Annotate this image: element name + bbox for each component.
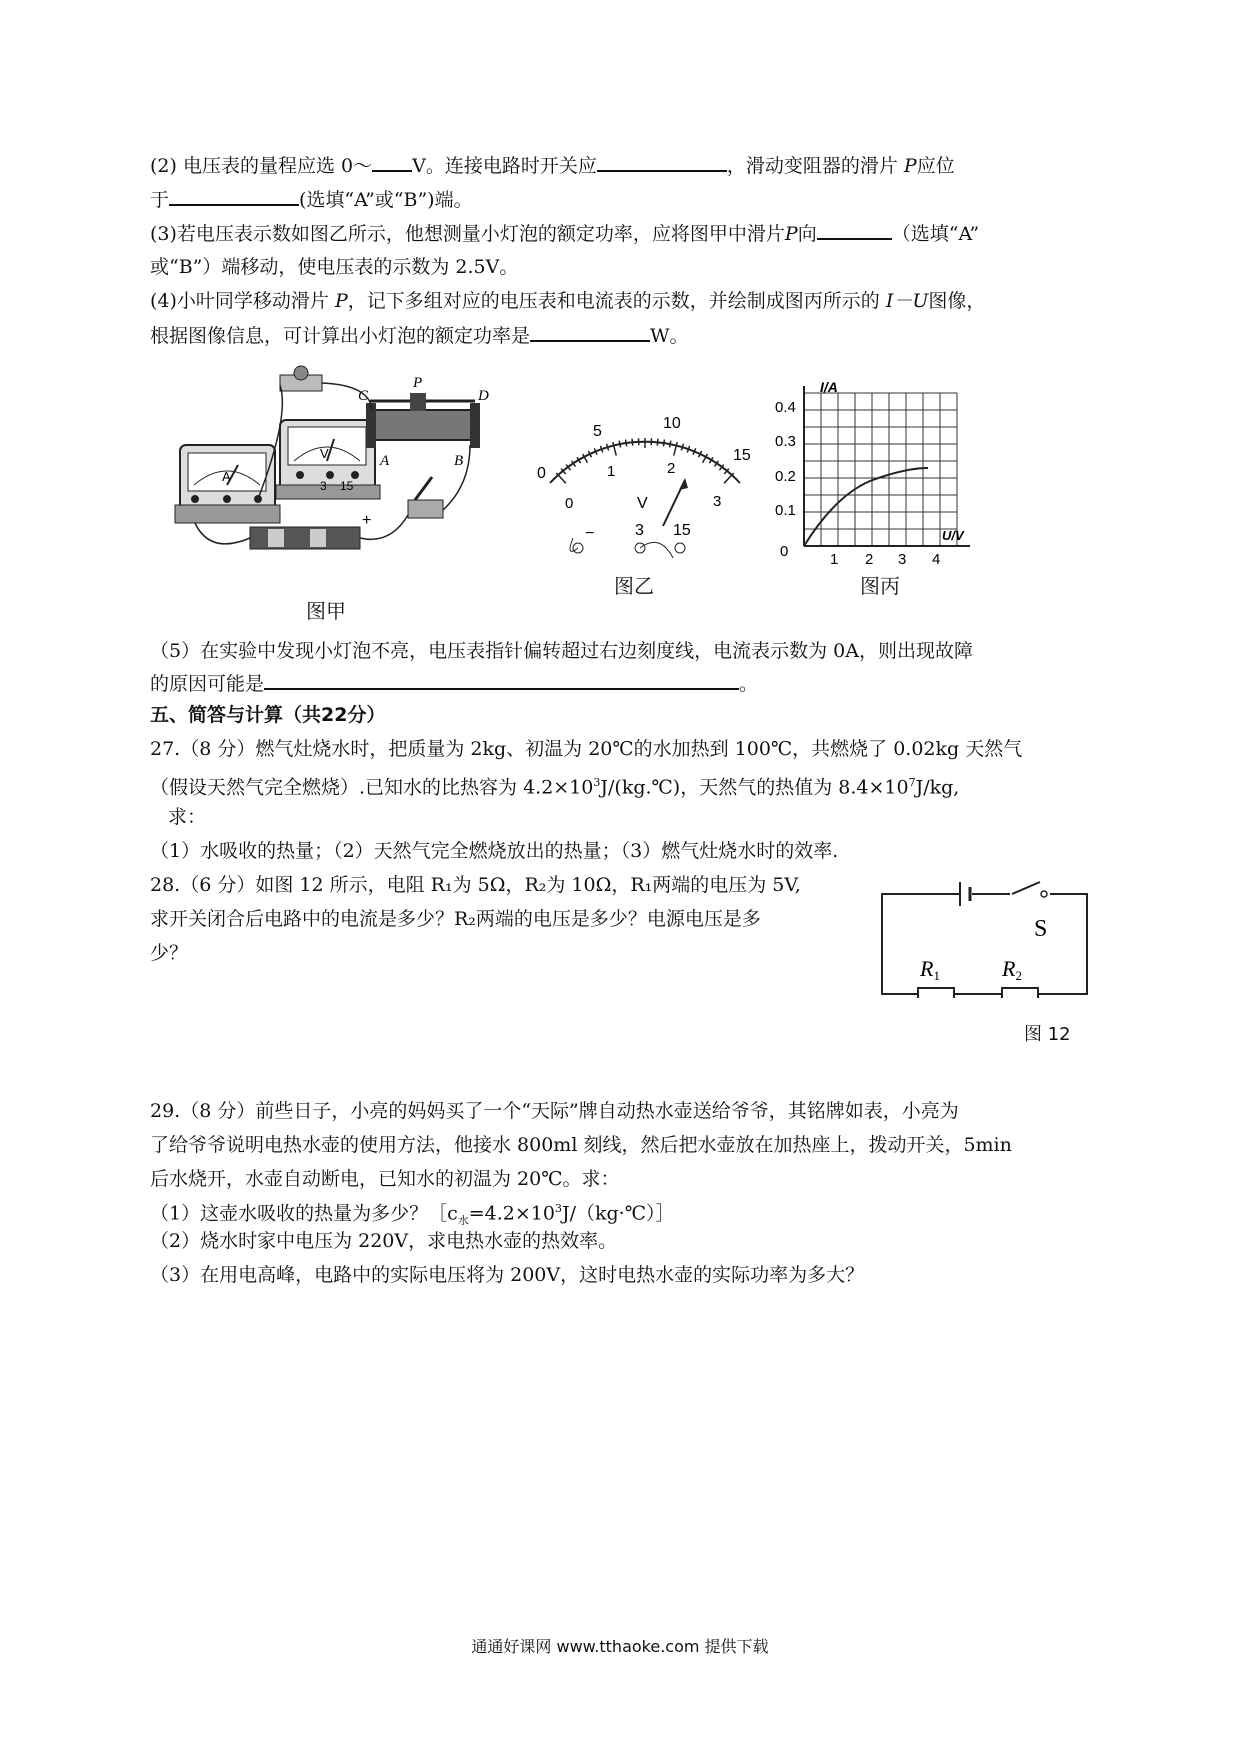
q26-part5-line1 bbox=[150, 638, 973, 664]
battery-plus-label: + bbox=[362, 512, 372, 529]
bing-ytick-0.2: 0.2 bbox=[775, 468, 796, 485]
voltmeter-tick bbox=[724, 473, 734, 483]
voltmeter-terminal-15: 15 bbox=[340, 479, 354, 493]
bing-ytick-0.3: 0.3 bbox=[775, 433, 796, 450]
voltmeter-tick bbox=[619, 441, 620, 448]
q26-p3-text-a: (3)若电压表示数如图乙所示，他想测量小灯泡的额定功率，应将图甲中滑片 bbox=[150, 223, 785, 245]
r1-label-r: R bbox=[920, 956, 934, 981]
q27-l2-b: J/(kg.℃)，天然气的热值为 8.4×10 bbox=[600, 776, 909, 799]
circuit-loop bbox=[882, 894, 1087, 994]
rheostat-label-p: P bbox=[413, 375, 423, 391]
rheostat-icon bbox=[366, 393, 480, 448]
switch-pivot bbox=[1041, 891, 1047, 897]
q26-part3-line2 bbox=[150, 254, 518, 280]
bing-xtick-2: 2 bbox=[865, 551, 874, 568]
q27-line1: 27.（8 分）燃气灶烧水时，把质量为 2kg、初温为 20℃的水加热到 100℃，共燃烧了 0.02kg 天然气 bbox=[150, 738, 1023, 760]
voltmeter-tick bbox=[607, 444, 609, 451]
q26-p3-text-d: （选填“A” bbox=[891, 223, 980, 245]
q26-p5-blank-reason[interactable] bbox=[264, 670, 739, 690]
q29-line6: （3）在用电高峰，电路中的实际电压将为 200V，这时电热水壶的实际功率为多大？ bbox=[150, 1264, 865, 1286]
figure-bing bbox=[770, 378, 980, 568]
q26-p4-italic-iu: I－U bbox=[885, 290, 929, 312]
bing-ytick-0.1: 0.1 bbox=[775, 502, 796, 519]
r2-label-r: R bbox=[1002, 956, 1016, 981]
yi-bottom-0: 0 bbox=[565, 495, 574, 512]
bing-xlabel: U/V bbox=[942, 528, 964, 543]
q27-l2-sup1: 3 bbox=[593, 776, 601, 789]
ammeter-label: A bbox=[222, 469, 231, 484]
q27-line2 bbox=[150, 770, 959, 800]
q26-p2-text-f: 于 bbox=[150, 189, 170, 211]
yi-term-15: 15 bbox=[673, 522, 691, 539]
voltmeter-tick bbox=[657, 439, 658, 446]
bing-xtick-1: 1 bbox=[830, 551, 839, 568]
page-footer: 通通好课网 www.tthaoke.com 提供下载 bbox=[471, 1637, 769, 1656]
q27-l2-a: （假设天然气完全燃烧）.已知水的比热容为 4.2×10 bbox=[150, 776, 594, 799]
q26-p2-blank-range[interactable] bbox=[372, 152, 412, 172]
figure-jia-caption: 图甲 bbox=[306, 599, 346, 623]
q27-line4: （1）水吸收的热量；（2）天然气完全燃烧放出的热量；（3）燃气灶烧水时的效率. bbox=[150, 840, 839, 862]
switch-icon bbox=[408, 477, 443, 518]
q26-p2-text-g: (选填“A”或“B”)端。 bbox=[299, 189, 473, 211]
figure-bing-caption: 图丙 bbox=[860, 574, 900, 598]
q29-line2: 了给爷爷说明电热水壶的使用方法，他接水 800ml 刻线，然后把水壶放在加热座上，拨动开关，5min bbox=[150, 1134, 1012, 1156]
q28-line1: 28.（6 分）如图 12 所示，电阻 R₁为 5Ω，R₂为 10Ω，R₁两端的电压为 5V, bbox=[150, 874, 801, 896]
yi-term-minus: − bbox=[585, 525, 595, 542]
q26-p4-text-e: 图像， bbox=[928, 290, 986, 312]
q28-line2: 求开关闭合后电路中的电流是多少？R₂两端的电压是多少？电源电压是多 bbox=[150, 908, 761, 930]
q26-p3-blank-direction[interactable] bbox=[817, 220, 892, 240]
rheostat-label-b: B bbox=[454, 453, 464, 469]
rheostat-label-d: D bbox=[478, 388, 489, 404]
figure-jia bbox=[170, 365, 540, 590]
q29-l4-sup: 3 bbox=[554, 1202, 562, 1215]
voltmeter-tick bbox=[681, 444, 683, 451]
q29-l4-b: =4.2×10 bbox=[468, 1202, 555, 1225]
q27-l2-sup2: 7 bbox=[908, 776, 916, 789]
rheostat-label-c: C bbox=[358, 388, 369, 404]
yi-top-0: 0 bbox=[537, 465, 546, 482]
q29-l4-a: （1）这壶水吸收的热量为多少？［c bbox=[150, 1202, 458, 1225]
q26-p4-italic-p: P bbox=[334, 290, 348, 312]
q26-p2-text-c: ，滑动变阻器的滑片 bbox=[726, 155, 898, 177]
switch-label-s: S bbox=[1034, 916, 1048, 942]
q27-l2-c: J/kg, bbox=[915, 776, 960, 799]
voltmeter-tick bbox=[626, 439, 627, 446]
yi-bottom-2: 2 bbox=[667, 460, 676, 477]
q26-p2-blank-switch[interactable] bbox=[597, 152, 727, 172]
voltmeter-scale-ticks bbox=[556, 438, 733, 483]
q26-part5-line2 bbox=[150, 670, 758, 697]
bing-grid bbox=[804, 393, 957, 546]
q26-p4-text-g: W。 bbox=[650, 325, 689, 347]
q29-l4-sub: 水 bbox=[457, 1214, 469, 1228]
bing-ylabel: I/A bbox=[820, 379, 838, 395]
q29-line1: 29.（8 分）前些日子，小亮的妈妈买了一个“天际”牌自动热水壶送给爷爷，其铭牌如表，小亮为 bbox=[150, 1100, 959, 1122]
figure-12-caption: 图 12 bbox=[1024, 1024, 1071, 1045]
q26-p5-text-c: 。 bbox=[739, 673, 759, 695]
q28-line3: 少？ bbox=[150, 942, 189, 964]
bulb-icon bbox=[280, 366, 322, 391]
q29-line5: （2）烧水时家中电压为 220V，求电热水壶的热效率。 bbox=[150, 1230, 618, 1252]
bing-ytick-0.4: 0.4 bbox=[775, 399, 796, 416]
q26-p5-text-a: （5）在实验中发现小灯泡不亮，电压表指针偏转超过右边刻度线，电流表示数为 0A，则出现故障 bbox=[150, 640, 973, 662]
voltmeter-tick bbox=[669, 441, 670, 448]
q26-part2-line2 bbox=[150, 186, 473, 213]
q26-part3-line1 bbox=[150, 220, 979, 247]
resistor-r2 bbox=[1002, 988, 1038, 998]
yi-top-15: 15 bbox=[733, 447, 751, 464]
yi-terminal-right bbox=[675, 543, 685, 553]
q26-p2-blank-end[interactable] bbox=[169, 186, 299, 206]
figure-yi-caption: 图乙 bbox=[614, 574, 654, 598]
rheostat-label-a: A bbox=[380, 453, 390, 469]
q26-p5-text-b: 的原因可能是 bbox=[150, 673, 265, 695]
q26-p4-blank-power[interactable] bbox=[530, 322, 650, 342]
q26-p2-text-e: 应位 bbox=[916, 155, 955, 177]
q26-p4-text-c: ，记下多组对应的电压表和电流表的示数，并绘制成图丙所示的 bbox=[347, 290, 880, 312]
q26-part2-line1 bbox=[150, 152, 955, 179]
q26-part4-line1 bbox=[150, 288, 985, 314]
q26-p3-italic-p: P bbox=[784, 223, 798, 245]
q26-p2-text-b: V。连接电路时开关应 bbox=[412, 155, 597, 177]
r1-label bbox=[919, 956, 940, 983]
yi-bottom-3: 3 bbox=[713, 493, 722, 510]
voltmeter-label: V bbox=[320, 446, 329, 461]
bing-iu-curve bbox=[804, 468, 928, 546]
q26-p4-text-f: 根据图像信息，可计算出小灯泡的额定功率是 bbox=[150, 325, 531, 347]
q26-p3-text-e: 或“B”）端移动，使电压表的示数为 2.5V。 bbox=[150, 256, 519, 278]
bing-xtick-4: 4 bbox=[932, 551, 941, 568]
q26-p2-italic-p: P bbox=[903, 155, 917, 177]
q26-part4-line2 bbox=[150, 322, 689, 349]
q26-p3-text-c: 向 bbox=[797, 223, 817, 245]
yi-top-5: 5 bbox=[593, 423, 602, 440]
bing-origin: 0 bbox=[780, 543, 789, 560]
r1-label-sub: 1 bbox=[933, 968, 940, 983]
q27-line3: 求： bbox=[168, 806, 207, 828]
figure-12-circuit bbox=[872, 878, 1097, 998]
bing-xtick-3: 3 bbox=[898, 551, 907, 568]
resistor-r1 bbox=[918, 988, 954, 998]
r2-label bbox=[1001, 956, 1022, 983]
r2-label-sub: 2 bbox=[1015, 968, 1022, 983]
section-5-heading: 五、简答与计算（共22分） bbox=[150, 704, 386, 726]
yi-term-3: 3 bbox=[635, 522, 644, 539]
figure-yi bbox=[535, 408, 760, 563]
voltmeter-tick bbox=[556, 473, 566, 483]
voltmeter-tick bbox=[632, 439, 633, 446]
q29-line3: 后水烧开，水壶自动断电，已知水的初温为 20℃。求： bbox=[150, 1168, 620, 1190]
battery-icon bbox=[250, 527, 360, 549]
yi-top-10: 10 bbox=[663, 415, 681, 432]
voltmeter-terminal-3: 3 bbox=[320, 479, 327, 493]
yi-unit-v: V bbox=[637, 495, 648, 512]
yi-needle-head bbox=[679, 478, 688, 490]
yi-bottom-1: 1 bbox=[607, 463, 616, 480]
voltmeter-tick bbox=[663, 439, 664, 446]
q26-p2-text-a: (2) 电压表的量程应选 0～ bbox=[150, 155, 373, 177]
q29-l4-c: J/（kg·℃）］ bbox=[561, 1202, 675, 1225]
q26-p4-text-a: (4)小叶同学移动滑片 bbox=[150, 290, 329, 312]
